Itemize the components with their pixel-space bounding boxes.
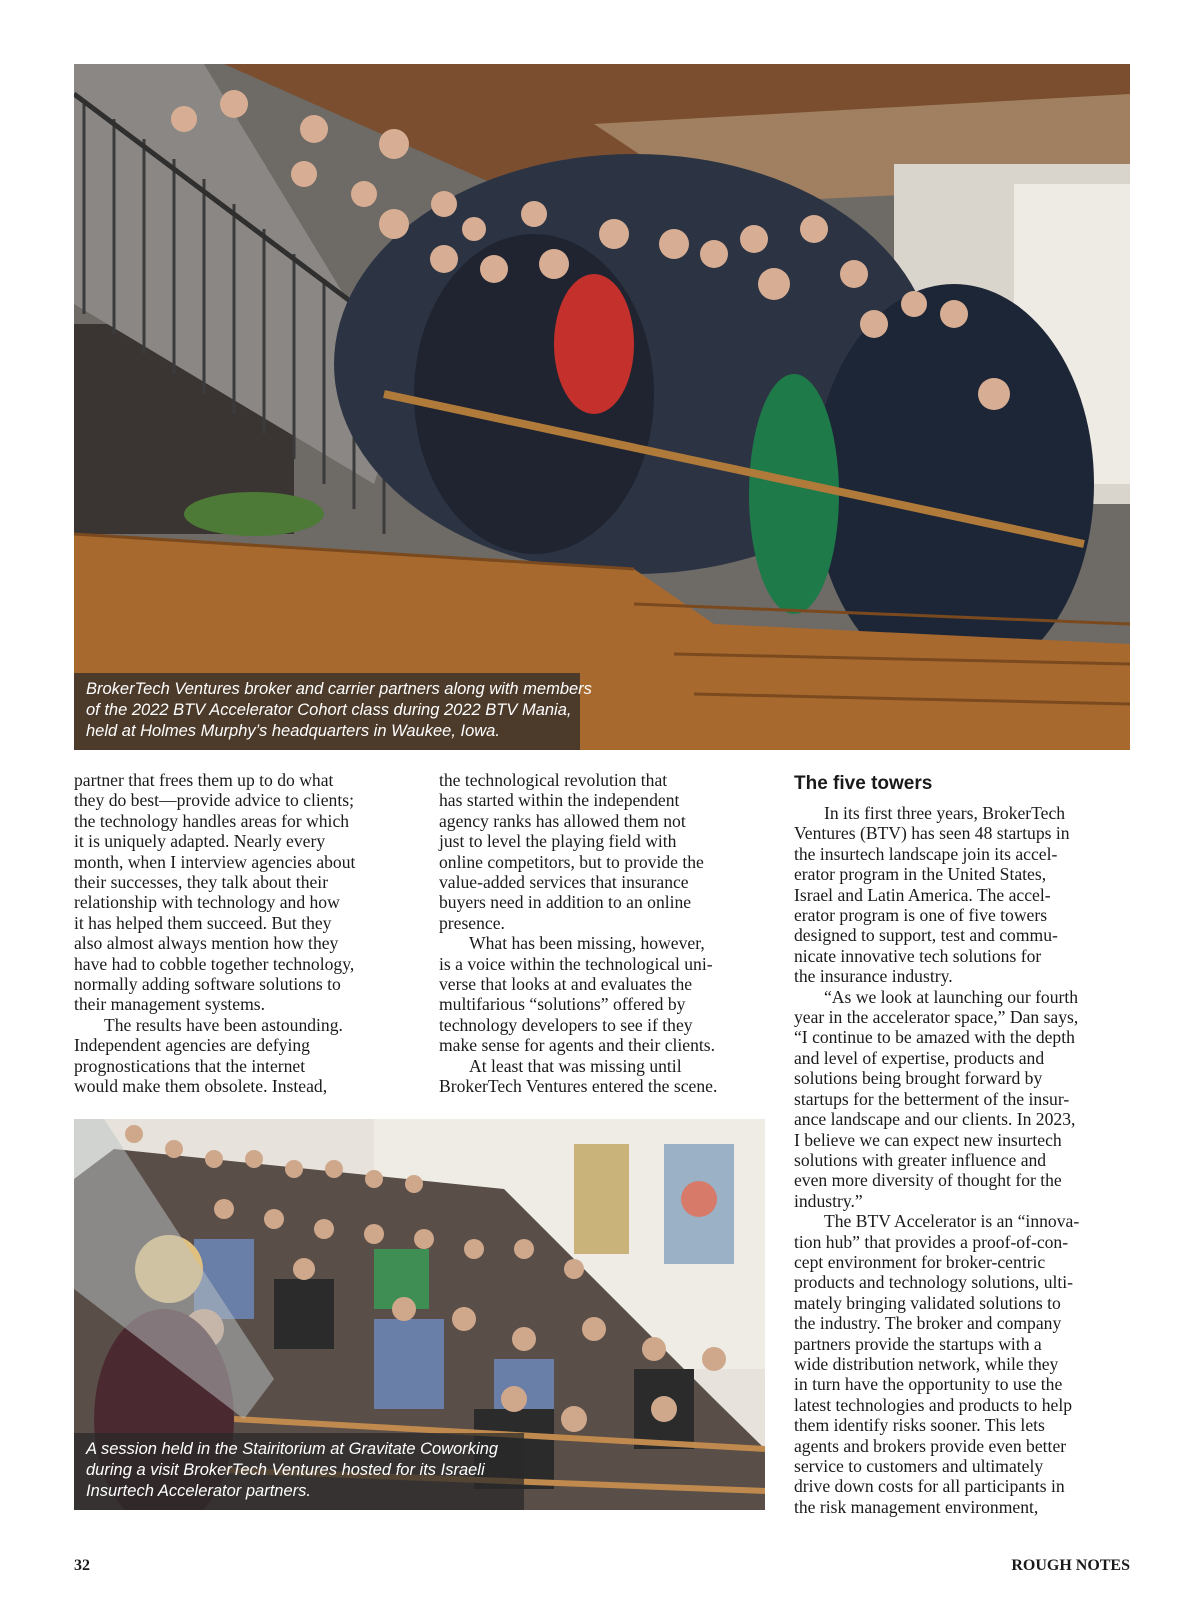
text-line: solutions with greater influence and — [794, 1149, 1047, 1170]
text-line: in turn have the opportunity to use the — [794, 1374, 1063, 1395]
text-line: tion hub” that provides a proof-of-con- — [794, 1231, 1069, 1252]
article-column-3 — [794, 803, 1130, 1517]
text-line: prognostications that the internet — [74, 1055, 306, 1076]
text-line: presence. — [439, 912, 505, 933]
text-line: make sense for agents and their clients. — [439, 1035, 716, 1056]
text-line: value-added services that insurance — [439, 872, 689, 893]
text-line: BrokerTech Ventures entered the scene. — [439, 1076, 718, 1097]
caption-line: of the 2022 BTV Accelerator Cohort class during 2022 BTV Mania, — [86, 701, 572, 719]
text-line: “I continue to be amazed with the depth — [794, 1027, 1075, 1048]
article-column-2 — [439, 770, 775, 1097]
caption-line: Insurtech Accelerator partners. — [86, 1482, 311, 1500]
page-number: 32 — [74, 1557, 90, 1574]
text-line: relationship with technology and how — [74, 892, 340, 913]
text-line: the insurtech landscape join its accel- — [794, 843, 1058, 864]
text-line: Independent agencies are defying — [74, 1035, 310, 1056]
text-line: cept environment for broker-centric — [794, 1251, 1046, 1272]
text-line: multifarious “solutions” offered by — [439, 994, 686, 1015]
text-line: online competitors, but to provide the — [439, 851, 704, 872]
text-line: In its first three years, BrokerTech — [824, 803, 1066, 823]
text-line: also almost always mention how they — [74, 933, 339, 954]
text-line: is a voice within the technological uni- — [439, 953, 713, 974]
text-line: What has been missing, however, — [469, 933, 705, 954]
text-line: partner that frees them up to do what — [74, 770, 334, 790]
text-line: designed to support, test and commu- — [794, 925, 1058, 946]
article-column-1 — [74, 770, 410, 1097]
text-line: have had to cobble together technology, — [74, 953, 355, 974]
photo-stairitorium-session — [74, 1119, 765, 1510]
text-line: Israel and Latin America. The accel- — [794, 884, 1051, 905]
text-line: At least that was missing until — [469, 1055, 682, 1076]
text-line: just to level the playing field with — [439, 831, 677, 852]
text-line: erator program in the United States, — [794, 864, 1047, 885]
section-heading: The five towers — [794, 773, 933, 794]
text-line: wide distribution network, while they — [794, 1353, 1059, 1374]
photo-caption-bottom — [74, 1433, 524, 1510]
text-line: solutions being brought forward by — [794, 1068, 1043, 1089]
text-line: technology developers to see if they — [439, 1014, 693, 1035]
caption-line: BrokerTech Ventures broker and carrier partners along with members — [86, 680, 592, 698]
text-line: the risk management environment, — [794, 1496, 1039, 1517]
text-line: verse that looks at and evaluates the — [439, 974, 693, 995]
text-line: would make them obsolete. Instead, — [74, 1076, 328, 1097]
text-line: The results have been astounding. — [104, 1014, 343, 1035]
text-line: their management systems. — [74, 994, 266, 1015]
text-line: I believe we can expect new insurtech — [794, 1129, 1062, 1150]
text-line: mately bringing validated solutions to — [794, 1292, 1061, 1313]
text-line: nicate innovative tech solutions for — [794, 945, 1042, 966]
text-line: has started within the independent — [439, 790, 680, 811]
text-line: The BTV Accelerator is an “innova- — [824, 1211, 1080, 1232]
text-line: latest technologies and products to help — [794, 1394, 1073, 1415]
text-line: year in the accelerator space,” Dan says, — [794, 1007, 1079, 1028]
text-line: the technological revolution that — [439, 770, 668, 790]
caption-line: A session held in the Stairitorium at Gravitate Coworking — [86, 1440, 499, 1458]
text-line: the industry. The broker and company — [794, 1313, 1062, 1334]
text-line: buyers need in addition to an online — [439, 892, 692, 913]
text-line: the insurance industry. — [794, 966, 953, 987]
text-line: it is uniquely adapted. Nearly every — [74, 831, 326, 852]
caption-line: held at Holmes Murphy’s headquarters in Waukee, Iowa. — [86, 722, 500, 740]
text-line: the technology handles areas for which — [74, 810, 350, 831]
text-line: they do best—provide advice to clients; — [74, 790, 354, 811]
text-line: and level of expertise, products and — [794, 1047, 1045, 1068]
text-line: normally adding software solutions to — [74, 974, 341, 995]
text-line: products and technology solutions, ulti- — [794, 1272, 1074, 1293]
text-line: agency ranks has allowed them not — [439, 810, 686, 831]
photo-group-staircase-image — [74, 64, 1130, 750]
text-line: ance landscape and our clients. In 2023, — [794, 1109, 1076, 1130]
text-line: their successes, they talk about their — [74, 872, 329, 893]
text-line: service to customers and ultimately — [794, 1456, 1044, 1476]
text-line: month, when I interview agencies about — [74, 851, 356, 872]
photo-group-staircase — [74, 64, 1130, 750]
text-line: partners provide the startups with a — [794, 1333, 1042, 1354]
publication-name: ROUGH NOTES — [1011, 1557, 1130, 1574]
photo-caption-top — [74, 673, 592, 750]
text-line: “As we look at launching our fourth — [824, 986, 1079, 1007]
text-line: them identify risks sooner. This lets — [794, 1415, 1045, 1436]
caption-line: during a visit BrokerTech Ventures hosted for its Israeli — [86, 1461, 485, 1479]
text-line: even more diversity of thought for the — [794, 1170, 1062, 1191]
text-line: drive down costs for all participants in — [794, 1476, 1065, 1497]
text-line: startups for the betterment of the insur- — [794, 1088, 1070, 1109]
text-line: it has helped them succeed. But they — [74, 912, 332, 933]
text-line: Ventures (BTV) has seen 48 startups in — [794, 823, 1070, 844]
text-line: industry.” — [794, 1190, 863, 1211]
text-line: erator program is one of five towers — [794, 905, 1048, 926]
text-line: agents and brokers provide even better — [794, 1435, 1067, 1456]
